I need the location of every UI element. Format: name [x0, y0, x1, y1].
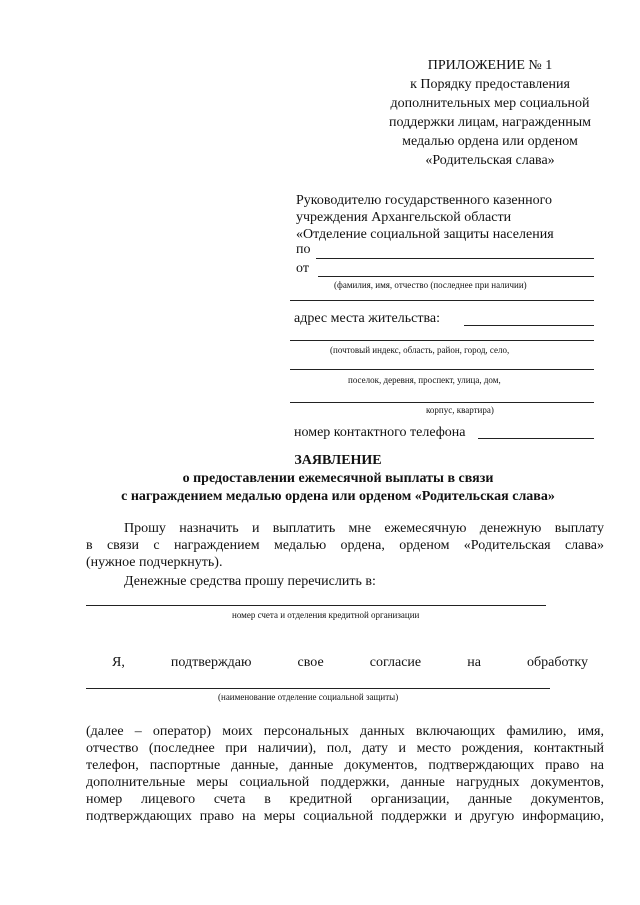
annex-line: «Родительская слава» [425, 153, 555, 168]
consent-word: Я, [112, 655, 125, 670]
address-line-3[interactable] [290, 369, 594, 370]
addressee-line: учреждения Архангельской области [296, 210, 512, 225]
address-caption-3: корпус, квартира) [426, 405, 494, 415]
address-line-4[interactable] [290, 402, 594, 403]
address-line[interactable] [464, 325, 594, 326]
annex-line: медалью ордена или орденом [402, 134, 578, 149]
consent-paragraph-line: подтверждающих право на меры социальной поддержки и другую информацию, [86, 809, 604, 824]
po-line[interactable] [316, 258, 594, 259]
consent-paragraph-line: (далее – оператор) моих персональных данных включающих фамилию, имя, [86, 724, 604, 739]
statement-subtitle-2: с награждением медалью ордена или орденом «Родительская слава» [121, 489, 555, 504]
phone-label: номер контактного телефона [294, 425, 466, 440]
addressee-line: Руководителю государственного казенного [296, 193, 552, 208]
consent-paragraph-line: дополнительные меры социальной поддержки, данные нагрудных документов, [86, 775, 604, 790]
request-line-3: (нужное подчеркнуть). [86, 555, 223, 570]
consent-word: свое [297, 655, 324, 670]
transfer-label: Денежные средства прошу перечислить в: [124, 574, 376, 589]
address-caption-1: (почтовый индекс, область, район, город, село, [330, 345, 510, 355]
consent-word: подтверждаю [170, 655, 252, 670]
address-label: адрес места жительства: [294, 311, 440, 326]
addressee-po: по [296, 242, 311, 257]
phone-line[interactable] [478, 438, 594, 439]
statement-subtitle-1: о предоставлении ежемесячной выплаты в связи [182, 471, 494, 486]
org-line[interactable] [86, 688, 550, 689]
consent-paragraph-line: телефон, паспортные данные, данные документов, подтверждающих право на [86, 758, 604, 773]
addressee-from: от [296, 261, 309, 276]
fio-caption: (фамилия, имя, отчество (последнее при наличии) [334, 280, 527, 290]
from-line[interactable] [318, 276, 594, 277]
addressee-line: «Отделение социальной защиты населения [296, 227, 554, 242]
address-line-2[interactable] [290, 340, 594, 341]
account-line[interactable] [86, 605, 546, 606]
statement-title: ЗАЯВЛЕНИЕ [294, 453, 382, 468]
consent-paragraph-line: номер лицевого счета в кредитной организации, данные документов, [86, 792, 604, 807]
request-line-1: Прошу назначить и выплатить мне ежемесячную денежную выплату [124, 521, 604, 536]
consent-paragraph-line: отчество (последнее при наличии), пол, дату и место рождения, контактный [86, 741, 604, 756]
request-line-2: в связи с награждением медалью ордена, орденом «Родительская слава» [86, 538, 604, 553]
annex-line: к Порядку предоставления [410, 77, 570, 92]
annex-heading: ПРИЛОЖЕНИЕ № 1 [427, 58, 553, 73]
address-caption-2: поселок, деревня, проспект, улица, дом, [348, 375, 501, 385]
consent-row [112, 655, 588, 671]
consent-word: на [467, 655, 481, 670]
annex-line: дополнительных мер социальной [390, 96, 590, 111]
org-caption: (наименование отделение социальной защиты) [218, 692, 399, 702]
consent-word: согласие [369, 655, 422, 670]
annex-line: поддержки лицам, награжденным [389, 115, 591, 130]
consent-word: обработку [527, 655, 588, 670]
from-line-2[interactable] [290, 300, 594, 301]
account-caption: номер счета и отделения кредитной организации [232, 610, 420, 620]
